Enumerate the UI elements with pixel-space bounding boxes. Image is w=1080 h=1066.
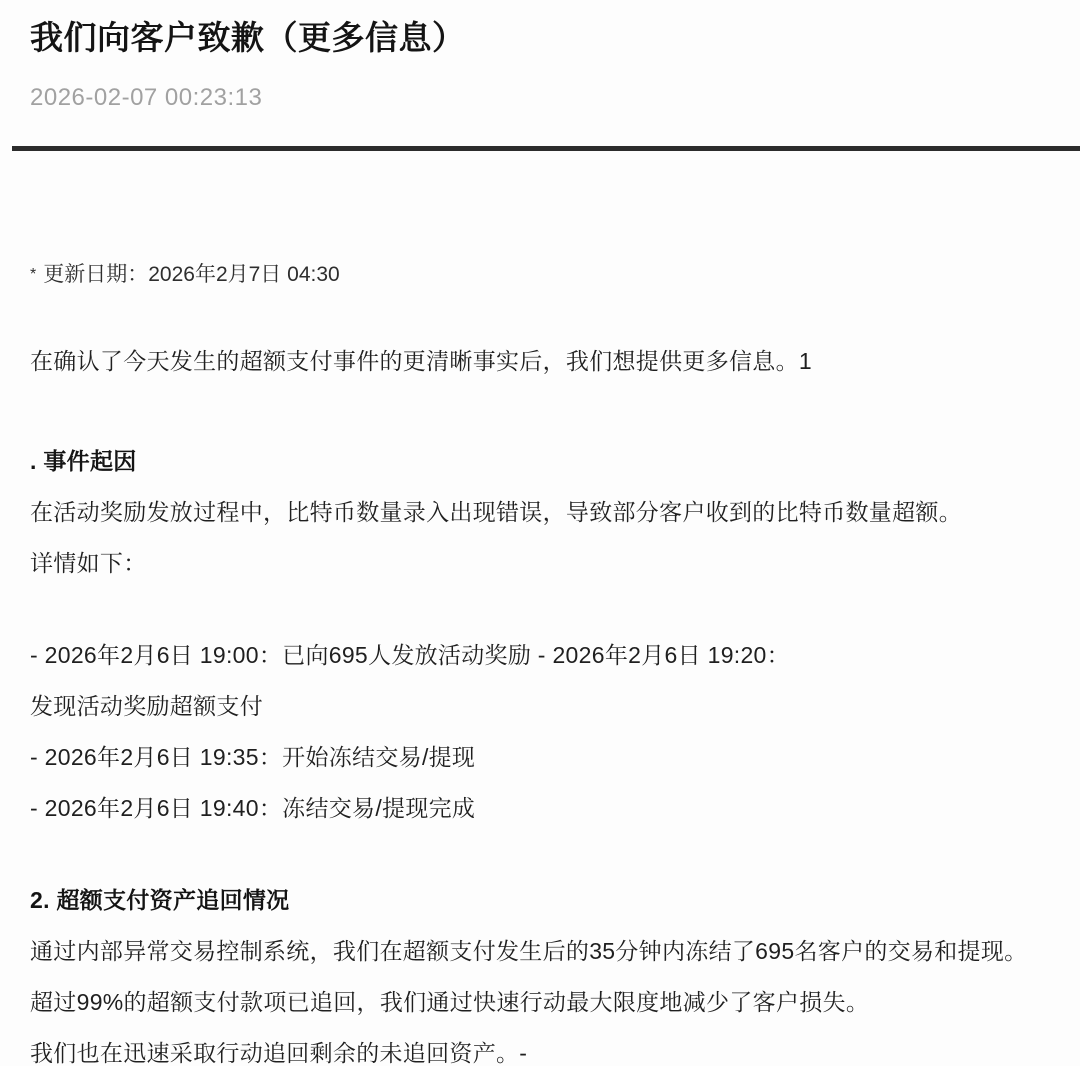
timeline-item: - 2026年2月6日 19:00：已向695人发放活动奖励 - 2026年2月6日 19:20： [30, 641, 790, 668]
timeline-item: 发现活动奖励超额支付 [30, 692, 263, 719]
intro-paragraph: 在确认了今天发生的超额支付事件的更清晰事实后，我们想提供更多信息。1 [30, 347, 812, 374]
page-title: 我们向客户致歉（更多信息） [30, 19, 466, 56]
asterisk-marker: * [30, 265, 37, 283]
update-date-line [30, 261, 1074, 289]
timeline-item: - 2026年2月6日 19:40：冻结交易/提现完成 [30, 794, 476, 821]
section1-paragraph: 在活动奖励发放过程中，比特币数量录入出现错误，导致部分客户收到的比特币数量超额。 [30, 498, 962, 525]
section2-paragraph: 超过99%的超额支付款项已追回，我们通过快速行动最大限度地减少了客户损失。 [30, 988, 870, 1015]
timeline-item: - 2026年2月6日 19:35：开始冻结交易/提现 [30, 743, 476, 770]
section1-heading: . 事件起因 [30, 447, 137, 474]
update-date-text: 更新日期：2026年2月7日 04:30 [43, 262, 340, 286]
publish-timestamp: 2026-02-07 00:23:13 [30, 83, 263, 111]
section1-paragraph: 详情如下： [30, 549, 147, 576]
section2-paragraph: 通过内部异常交易控制系统，我们在超额支付发生后的35分钟内冻结了695名客户的交易和提现。 [30, 937, 1028, 964]
divider-rule [12, 146, 1080, 151]
section2-paragraph: 我们也在迅速采取行动追回剩余的未追回资产。- [30, 1039, 528, 1066]
section2-heading: 2. 超额支付资产追回情况 [30, 886, 290, 913]
